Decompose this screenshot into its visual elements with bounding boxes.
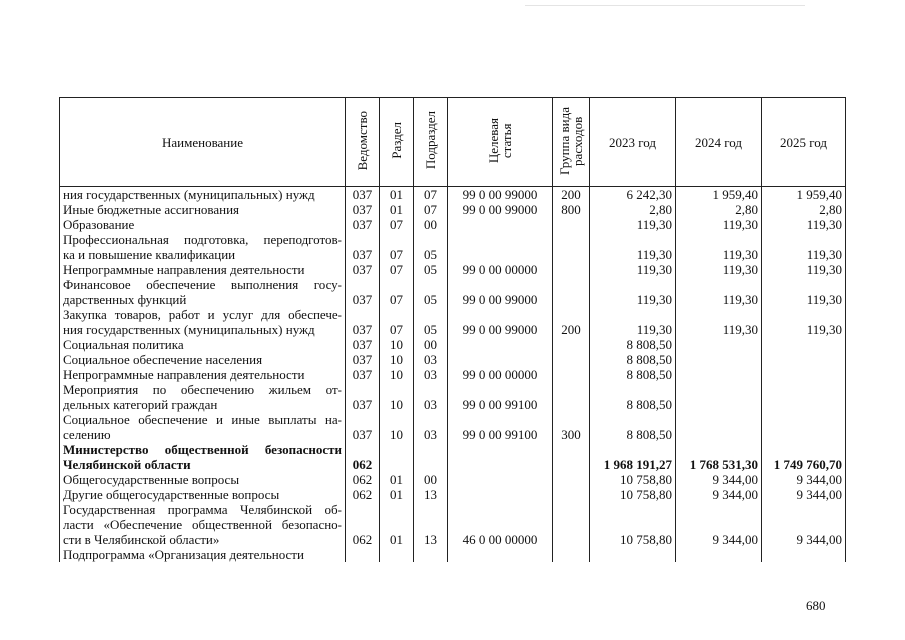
cell-subsection: 05 [414,277,448,307]
table-row [60,442,846,472]
cell-name-line: ния государственных (муниципальных) нужд [63,322,315,337]
cell-name-line: Непрограммные направления деятельности [63,262,305,277]
cell-expense-type [553,367,590,382]
cell-name [60,307,346,337]
cell-target: 99 0 00 00000 [448,262,553,277]
cell-section [380,442,414,472]
cell-2025: 1 959,40 [762,187,846,203]
cell-name [60,442,346,472]
cell-name-line: Иные бюджетные ассигнования [63,202,240,217]
scan-artifact-line [525,5,805,6]
cell-dept: 062 [346,502,380,547]
cell-expense-type: 200 [553,187,590,203]
cell-expense-type [553,262,590,277]
cell-section: 01 [380,502,414,547]
cell-name [60,262,346,277]
cell-expense-type [553,217,590,232]
cell-dept: 037 [346,277,380,307]
table-row [60,382,846,412]
cell-name [60,412,346,442]
cell-dept: 037 [346,202,380,217]
header-section: Раздел [380,98,414,187]
header-target: Целевая статья [448,98,553,187]
cell-name-line: Общегосударственные вопросы [63,472,240,487]
cell-dept [346,547,380,562]
cell-2023 [590,547,676,562]
cell-2024: 9 344,00 [676,472,762,487]
cell-section: 07 [380,307,414,337]
cell-target [448,337,553,352]
table-row [60,412,846,442]
cell-2023: 119,30 [590,262,676,277]
cell-2025: 9 344,00 [762,502,846,547]
cell-name-line: Социальная политика [63,337,184,352]
cell-2024: 119,30 [676,277,762,307]
table-row [60,307,846,337]
cell-2025: 2,80 [762,202,846,217]
cell-target [448,232,553,262]
cell-dept: 062 [346,472,380,487]
cell-name-line: Мероприятия по обеспечению жильем от- [63,382,342,397]
table-body [60,187,846,563]
cell-dept: 037 [346,262,380,277]
table-row [60,262,846,277]
cell-2025: 9 344,00 [762,487,846,502]
cell-subsection: 00 [414,472,448,487]
cell-2025 [762,367,846,382]
cell-dept: 037 [346,352,380,367]
cell-name-line: Закупка товаров, работ и услуг для обеспече- [63,307,342,322]
cell-target [448,352,553,367]
cell-section: 01 [380,472,414,487]
cell-section: 10 [380,412,414,442]
cell-section: 10 [380,337,414,352]
header-2025: 2025 год [762,98,846,187]
cell-2024 [676,382,762,412]
cell-2023: 8 808,50 [590,382,676,412]
cell-2025 [762,382,846,412]
cell-name [60,367,346,382]
cell-target: 99 0 00 99100 [448,382,553,412]
cell-2024 [676,337,762,352]
cell-subsection: 03 [414,382,448,412]
cell-subsection [414,547,448,562]
cell-subsection: 00 [414,337,448,352]
cell-subsection: 03 [414,352,448,367]
cell-2023: 119,30 [590,232,676,262]
header-2024: 2024 год [676,98,762,187]
cell-dept: 062 [346,487,380,502]
cell-2023: 8 808,50 [590,352,676,367]
cell-2025: 119,30 [762,232,846,262]
cell-name-line: Другие общегосударственные вопросы [63,487,280,502]
cell-name-line: Непрограммные направления деятельности [63,367,305,382]
cell-target: 99 0 00 99000 [448,277,553,307]
cell-expense-type [553,442,590,472]
cell-subsection: 00 [414,217,448,232]
table-row [60,367,846,382]
cell-2024: 119,30 [676,262,762,277]
cell-2024 [676,547,762,562]
cell-dept: 037 [346,412,380,442]
cell-2025 [762,337,846,352]
cell-2024: 119,30 [676,307,762,337]
cell-section: 01 [380,187,414,203]
cell-name-line: Министерство общественной безопасности [63,442,342,457]
cell-2023: 10 758,80 [590,487,676,502]
cell-name [60,487,346,502]
budget-table [59,97,846,562]
cell-dept: 037 [346,217,380,232]
cell-name-line: ния государственных (муниципальных) нужд [63,187,315,202]
cell-2025: 119,30 [762,262,846,277]
cell-target [448,487,553,502]
cell-name-line: Образование [63,217,135,232]
cell-expense-type [553,277,590,307]
cell-expense-type [553,547,590,562]
cell-target [448,217,553,232]
cell-subsection: 05 [414,307,448,337]
cell-name-line: сти в Челябинской области» [63,532,220,547]
cell-2025: 119,30 [762,307,846,337]
cell-section: 07 [380,262,414,277]
cell-2023: 119,30 [590,217,676,232]
cell-expense-type [553,232,590,262]
cell-expense-type [553,382,590,412]
cell-2023: 8 808,50 [590,337,676,352]
cell-2025: 9 344,00 [762,472,846,487]
cell-2023: 2,80 [590,202,676,217]
cell-dept: 037 [346,337,380,352]
cell-2025: 119,30 [762,277,846,307]
cell-name-line: Социальное обеспечение и иные выплаты на- [63,412,342,427]
cell-name-line: Финансовое обеспечение выполнения госу- [63,277,342,292]
header-name: Наименование [60,98,346,187]
cell-section: 10 [380,352,414,367]
cell-expense-type [553,337,590,352]
cell-section: 01 [380,202,414,217]
cell-subsection: 03 [414,367,448,382]
cell-2025 [762,547,846,562]
cell-subsection: 03 [414,412,448,442]
cell-expense-type [553,472,590,487]
cell-section: 10 [380,382,414,412]
header-subsection: Подраздел [414,98,448,187]
cell-expense-type [553,487,590,502]
cell-dept: 062 [346,442,380,472]
cell-2023: 10 758,80 [590,472,676,487]
cell-name-line: ласти «Обеспечение общественной безопасно- [63,517,342,532]
cell-2024: 9 344,00 [676,502,762,547]
cell-name [60,337,346,352]
cell-name [60,232,346,262]
cell-name-line: Челябинской области [63,457,191,472]
cell-2024: 1 959,40 [676,187,762,203]
cell-name-line: дарственных функций [63,292,187,307]
cell-section: 01 [380,487,414,502]
cell-expense-type: 800 [553,202,590,217]
cell-dept: 037 [346,382,380,412]
cell-target: 99 0 00 99100 [448,412,553,442]
cell-name-line: ка и повышение квалификации [63,247,236,262]
cell-target: 46 0 00 00000 [448,502,553,547]
cell-2024: 9 344,00 [676,487,762,502]
cell-2023: 8 808,50 [590,412,676,442]
cell-subsection: 13 [414,502,448,547]
cell-section: 10 [380,367,414,382]
table-row [60,472,846,487]
cell-name [60,382,346,412]
table-row [60,547,846,562]
cell-dept: 037 [346,307,380,337]
cell-name [60,217,346,232]
cell-target [448,547,553,562]
cell-target [448,442,553,472]
cell-2023: 10 758,80 [590,502,676,547]
cell-subsection [414,442,448,472]
table-row [60,502,846,547]
cell-subsection: 07 [414,187,448,203]
cell-2025: 1 749 760,70 [762,442,846,472]
cell-target: 99 0 00 00000 [448,367,553,382]
cell-2024: 119,30 [676,217,762,232]
header-2023: 2023 год [590,98,676,187]
cell-name-line: Социальное обеспечение населения [63,352,263,367]
cell-2024: 1 768 531,30 [676,442,762,472]
cell-2024: 2,80 [676,202,762,217]
cell-name [60,202,346,217]
cell-2023: 6 242,30 [590,187,676,203]
cell-name-line: селению [63,427,111,442]
header-expense-type: Группа вида расходов [553,98,590,187]
cell-name [60,187,346,203]
cell-section: 07 [380,232,414,262]
cell-subsection: 05 [414,262,448,277]
table-row [60,352,846,367]
cell-2024 [676,352,762,367]
cell-2023: 8 808,50 [590,367,676,382]
cell-name [60,547,346,562]
cell-target [448,472,553,487]
cell-subsection: 05 [414,232,448,262]
cell-target: 99 0 00 99000 [448,307,553,337]
cell-section: 07 [380,217,414,232]
table-row [60,277,846,307]
cell-target: 99 0 00 99000 [448,187,553,203]
cell-2023: 1 968 191,27 [590,442,676,472]
cell-2023: 119,30 [590,277,676,307]
cell-name-line: дельных категорий граждан [63,397,218,412]
cell-name [60,352,346,367]
cell-name-line: Государственная программа Челябинской об- [63,502,342,517]
table-header-row [60,98,846,187]
cell-expense-type [553,502,590,547]
cell-2023: 119,30 [590,307,676,337]
cell-2024 [676,412,762,442]
cell-target: 99 0 00 99000 [448,202,553,217]
cell-2025: 119,30 [762,217,846,232]
cell-2025 [762,352,846,367]
cell-name [60,502,346,547]
table-row [60,217,846,232]
table-row [60,232,846,262]
cell-section: 07 [380,277,414,307]
cell-expense-type [553,352,590,367]
cell-section [380,547,414,562]
table-row [60,202,846,217]
page-number: 680 [806,598,826,613]
cell-dept: 037 [346,367,380,382]
table-row [60,187,846,203]
cell-expense-type: 300 [553,412,590,442]
header-dept: Ведомство [346,98,380,187]
cell-expense-type: 200 [553,307,590,337]
cell-subsection: 13 [414,487,448,502]
table-row [60,487,846,502]
cell-name-line: Профессиональная подготовка, переподготов- [63,232,342,247]
table-row [60,337,846,352]
cell-2024 [676,367,762,382]
cell-2024: 119,30 [676,232,762,262]
cell-subsection: 07 [414,202,448,217]
cell-2025 [762,412,846,442]
cell-name [60,472,346,487]
cell-name [60,277,346,307]
cell-name-line: Подпрограмма «Организация деятельности [63,547,304,562]
cell-dept: 037 [346,187,380,203]
cell-dept: 037 [346,232,380,262]
